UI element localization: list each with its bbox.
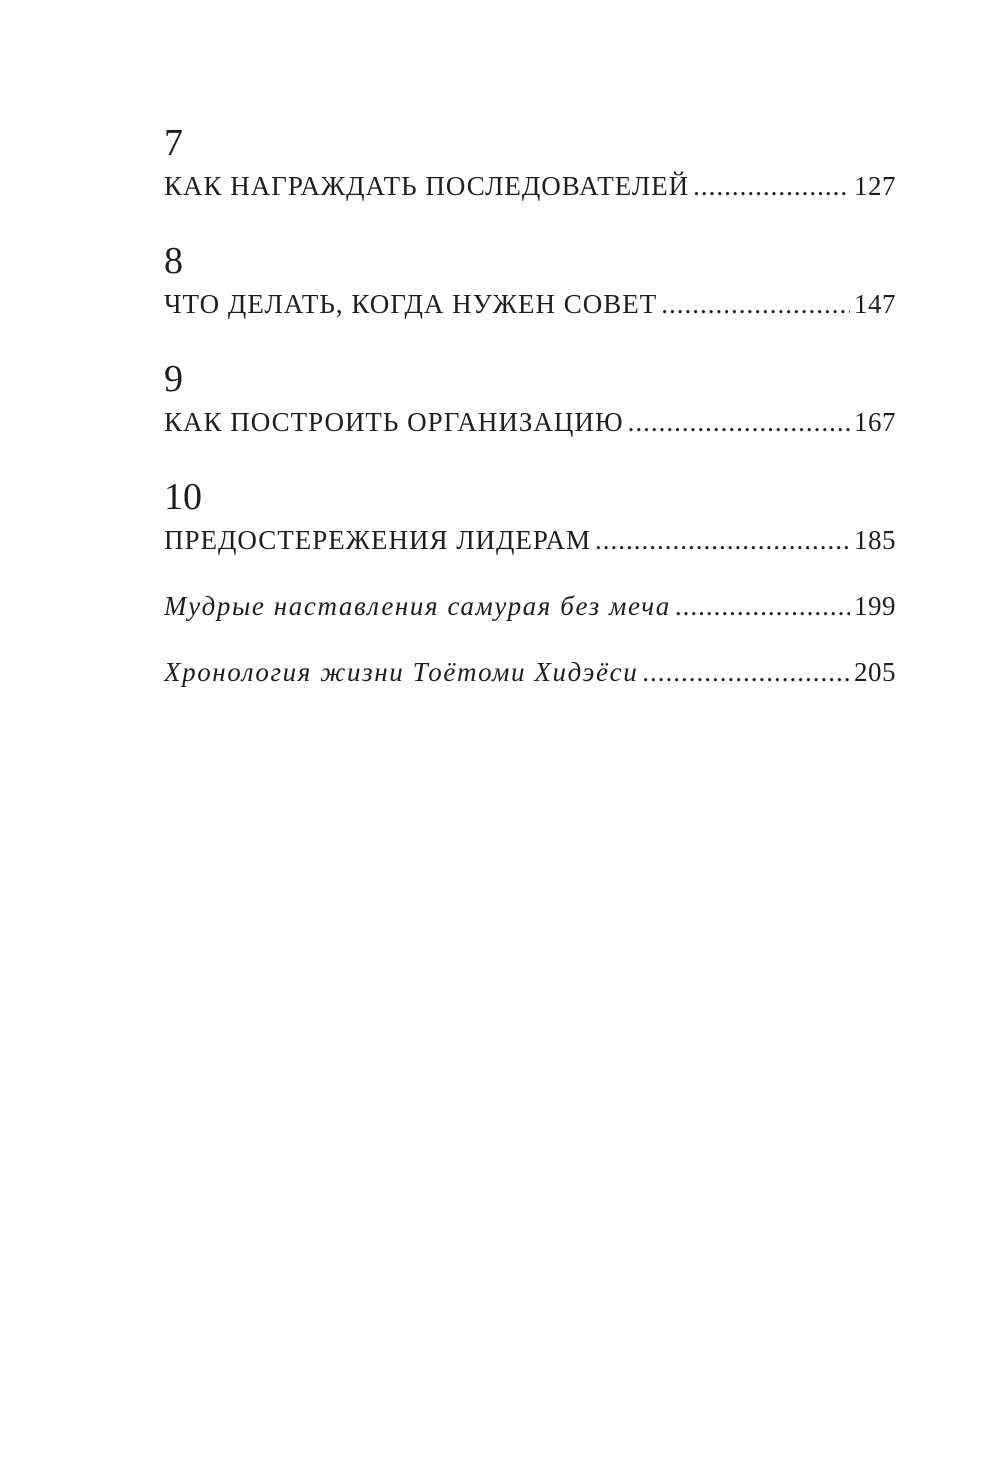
toc-entry[interactable] [164,402,896,442]
page-number: 199 [854,591,896,621]
chapter-number: 10 [164,476,202,518]
entry-title: КАК НАГРАЖДАТЬ ПОСЛЕДОВАТЕЛЕЙ [164,171,690,201]
toc-entry[interactable] [164,166,896,206]
dot-leader [661,284,850,324]
entry-title: ЧТО ДЕЛАТЬ, КОГДА НУЖЕН СОВЕТ [164,289,658,319]
toc-chapter-8 [164,238,896,324]
toc-chapter-10 [164,474,896,560]
chapter-number: 8 [164,240,183,282]
entry-title: КАК ПОСТРОИТЬ ОРГАНИЗАЦИЮ [164,407,624,437]
page-number: 185 [854,525,896,555]
toc-entry[interactable] [164,284,896,324]
toc-appendix-entry[interactable] [164,586,896,626]
page-number: 127 [854,171,896,201]
toc-chapter-7 [164,120,896,206]
entry-title: Мудрые наставления самурая без меча [164,591,671,621]
chapter-number: 9 [164,358,183,400]
entry-title: Хронология жизни Тоётоми Хидэёси [164,657,639,687]
page-number: 167 [854,407,896,437]
toc-appendix-entry[interactable] [164,652,896,692]
toc-entry[interactable] [164,520,896,560]
chapter-number: 7 [164,122,183,164]
dot-leader [693,166,850,206]
page-number: 147 [854,289,896,319]
dot-leader [642,652,850,692]
table-of-contents [164,120,896,692]
entry-title: ПРЕДОСТЕРЕЖЕНИЯ ЛИДЕРАМ [164,525,591,555]
dot-leader [628,402,850,442]
dot-leader [595,520,850,560]
toc-chapter-9 [164,356,896,442]
dot-leader [675,586,850,626]
page-number: 205 [854,657,896,687]
